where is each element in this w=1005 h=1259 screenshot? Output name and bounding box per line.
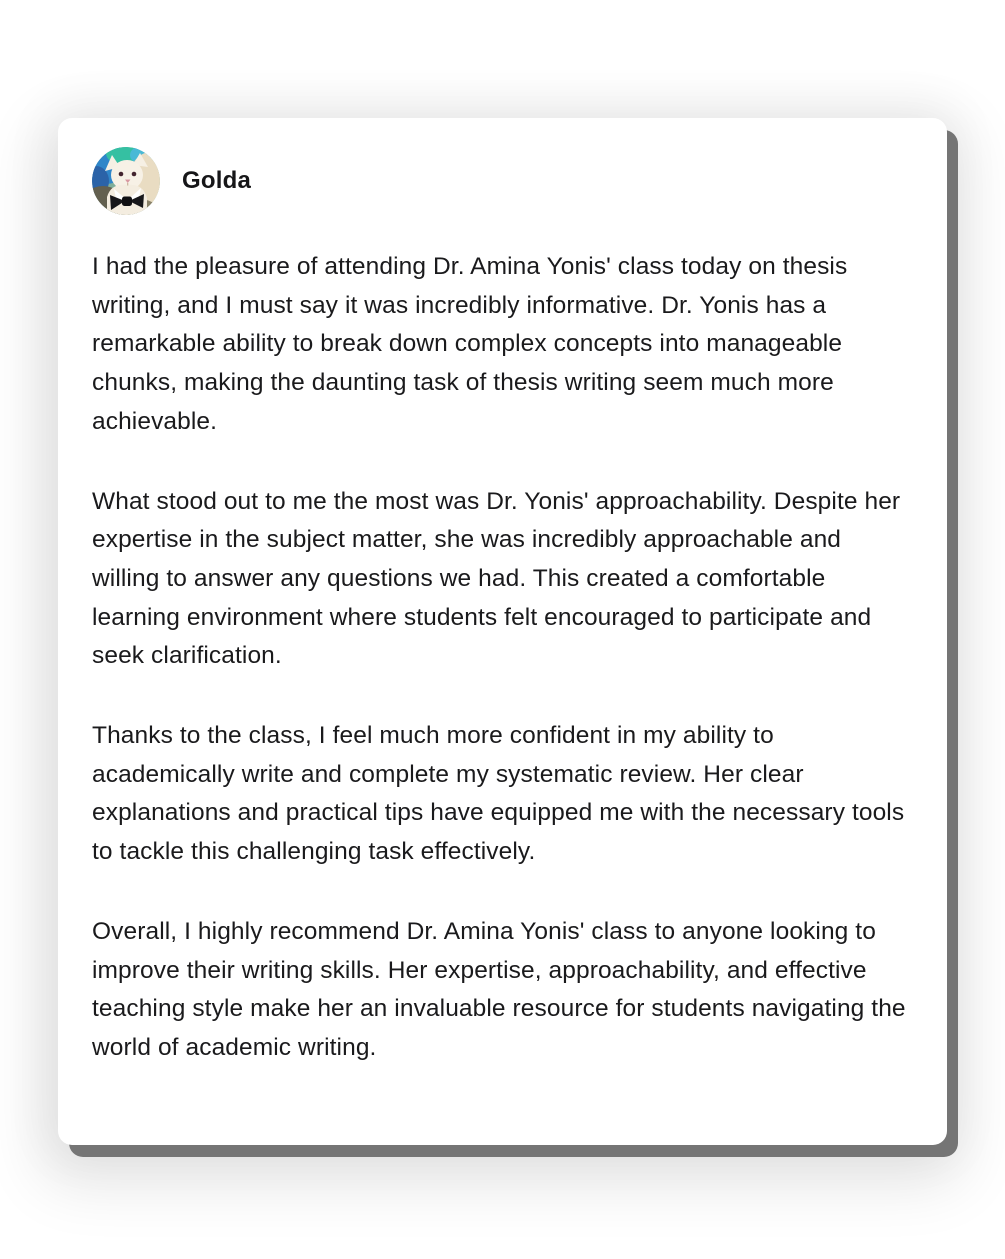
review-paragraph-2: What stood out to me the most was Dr. Yonis' approachability. Despite her expertise in the subject matter, she was incredibly approachable and willing to answer any questions we had. This created a comfortable learning environment where students felt encouraged to participate and seek clarification. [92,487,901,670]
review-paragraph-3: Thanks to the class, I feel much more confident in my ability to academically write and complete my systematic review. Her clear explanations and practical tips have equipped me with the necessary tools to tackle this challenging task effectively. [92,722,905,866]
review-paragraph-1: I had the pleasure of attending Dr. Amina Yonis' class today on thesis writing, and I must say it was incredibly informative. Dr. Yonis has a remarkable ability to break down complex concepts into manageable chunks, making the daunting task of thesis writing seem much more achievable. [92,253,848,435]
review-paragraph-4: Overall, I highly recommend Dr. Amina Yonis' class to anyone looking to improve their writing skills. Her expertise, approachability, and effective teaching style make her an invaluable resource for students navigating the world of academic writing. [92,917,906,1061]
review-body [92,248,912,1068]
review-header [92,147,910,215]
cat-avatar-icon [92,147,160,215]
reviewer-name: Golda [182,167,252,194]
avatar [92,147,160,215]
review-card [58,118,947,1145]
